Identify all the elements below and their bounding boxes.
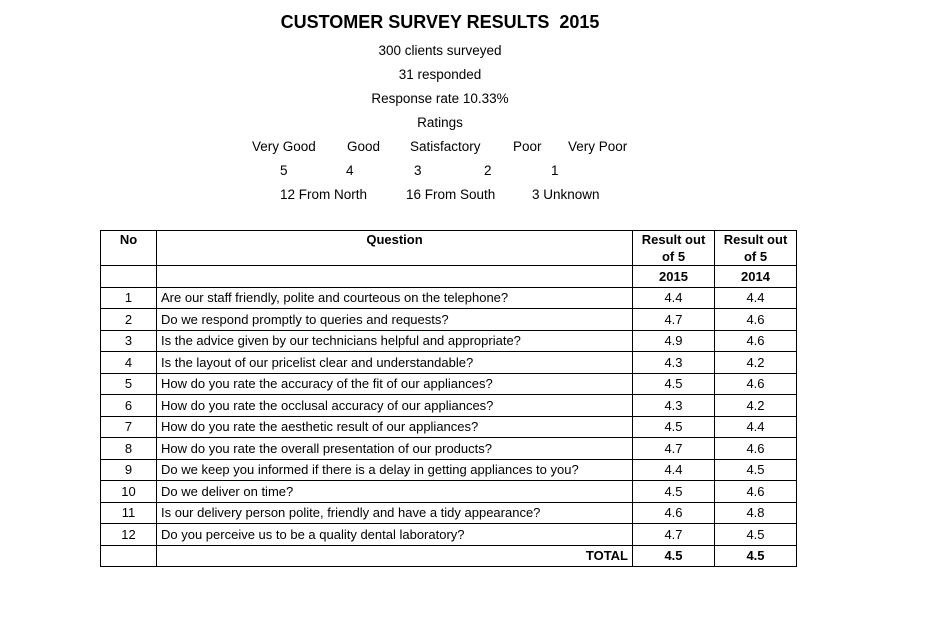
total-row bbox=[101, 545, 797, 567]
table-row bbox=[101, 481, 797, 503]
row-number: 12 bbox=[101, 524, 157, 546]
empty-cell bbox=[101, 545, 157, 567]
region-count: 3 Unknown bbox=[532, 187, 600, 202]
rating-value: 5 bbox=[280, 163, 288, 178]
survey-results-table bbox=[100, 230, 797, 567]
table-body bbox=[101, 287, 797, 545]
table-row bbox=[101, 524, 797, 546]
table-row bbox=[101, 438, 797, 460]
row-result-2014: 4.8 bbox=[715, 502, 797, 524]
rating-label: Satisfactory bbox=[410, 139, 481, 154]
row-number: 7 bbox=[101, 416, 157, 438]
table-row bbox=[101, 287, 797, 309]
rating-value: 2 bbox=[484, 163, 492, 178]
row-question: Do you perceive us to be a quality dental laboratory? bbox=[157, 524, 633, 546]
row-result-2015: 4.9 bbox=[633, 330, 715, 352]
total-label: TOTAL bbox=[157, 545, 633, 567]
rating-value: 1 bbox=[551, 163, 559, 178]
row-question: Is the advice given by our technicians helpful and appropriate? bbox=[157, 330, 633, 352]
table-row bbox=[101, 416, 797, 438]
row-number: 2 bbox=[101, 309, 157, 331]
row-number: 3 bbox=[101, 330, 157, 352]
row-result-2014: 4.2 bbox=[715, 395, 797, 417]
rating-value: 4 bbox=[346, 163, 354, 178]
rating-label: Very Poor bbox=[568, 139, 628, 154]
row-result-2015: 4.7 bbox=[633, 438, 715, 460]
row-question: Is our delivery person polite, friendly and have a tidy appearance? bbox=[157, 502, 633, 524]
row-result-2014: 4.6 bbox=[715, 438, 797, 460]
row-result-2015: 4.7 bbox=[633, 309, 715, 331]
row-question: Are our staff friendly, polite and courteous on the telephone? bbox=[157, 287, 633, 309]
table-row bbox=[101, 352, 797, 374]
table-header-row bbox=[101, 231, 797, 266]
row-result-2015: 4.4 bbox=[633, 287, 715, 309]
table-row bbox=[101, 373, 797, 395]
row-question: How do you rate the aesthetic result of our appliances? bbox=[157, 416, 633, 438]
rating-label: Good bbox=[347, 139, 381, 154]
row-number: 6 bbox=[101, 395, 157, 417]
row-number: 8 bbox=[101, 438, 157, 460]
column-header-question: Question bbox=[157, 231, 633, 266]
row-result-2015: 4.4 bbox=[633, 459, 715, 481]
row-result-2015: 4.5 bbox=[633, 416, 715, 438]
row-result-2014: 4.4 bbox=[715, 416, 797, 438]
row-question: How do you rate the overall presentation of our products? bbox=[157, 438, 633, 460]
region-count: 16 From South bbox=[406, 187, 496, 202]
row-question: Do we deliver on time? bbox=[157, 481, 633, 503]
row-result-2014: 4.6 bbox=[715, 309, 797, 331]
row-result-2014: 4.6 bbox=[715, 373, 797, 395]
responded-count: 31 responded bbox=[398, 67, 482, 82]
column-header-result-2014: Result out of 5 bbox=[715, 231, 797, 266]
table-row bbox=[101, 395, 797, 417]
empty-cell bbox=[157, 266, 633, 288]
page-title: CUSTOMER SURVEY RESULTS 2015 bbox=[280, 12, 600, 32]
row-result-2015: 4.5 bbox=[633, 481, 715, 503]
row-question: Do we respond promptly to queries and requests? bbox=[157, 309, 633, 331]
column-header-result-2015: Result out of 5 bbox=[633, 231, 715, 266]
table-row bbox=[101, 330, 797, 352]
row-number: 10 bbox=[101, 481, 157, 503]
clients-surveyed: 300 clients surveyed bbox=[378, 43, 502, 58]
total-2015: 4.5 bbox=[633, 545, 715, 567]
row-question: How do you rate the accuracy of the fit of our appliances? bbox=[157, 373, 633, 395]
row-result-2014: 4.6 bbox=[715, 481, 797, 503]
row-number: 5 bbox=[101, 373, 157, 395]
row-number: 9 bbox=[101, 459, 157, 481]
empty-cell bbox=[101, 266, 157, 288]
ratings-heading: Ratings bbox=[417, 115, 463, 130]
rating-label: Poor bbox=[513, 139, 542, 154]
year-2014: 2014 bbox=[715, 266, 797, 288]
row-result-2015: 4.6 bbox=[633, 502, 715, 524]
row-question: Do we keep you informed if there is a delay in getting appliances to you? bbox=[157, 459, 633, 481]
row-result-2014: 4.5 bbox=[715, 524, 797, 546]
row-number: 11 bbox=[101, 502, 157, 524]
table-year-row bbox=[101, 266, 797, 288]
row-number: 4 bbox=[101, 352, 157, 374]
row-question: How do you rate the occlusal accuracy of our appliances? bbox=[157, 395, 633, 417]
table-row bbox=[101, 502, 797, 524]
total-2014: 4.5 bbox=[715, 545, 797, 567]
row-result-2015: 4.3 bbox=[633, 352, 715, 374]
column-header-no: No bbox=[101, 231, 157, 266]
row-result-2015: 4.5 bbox=[633, 373, 715, 395]
row-number: 1 bbox=[101, 287, 157, 309]
row-result-2014: 4.6 bbox=[715, 330, 797, 352]
year-2015: 2015 bbox=[633, 266, 715, 288]
rating-value: 3 bbox=[414, 163, 422, 178]
rating-label: Very Good bbox=[252, 139, 316, 154]
row-question: Is the layout of our pricelist clear and understandable? bbox=[157, 352, 633, 374]
row-result-2015: 4.3 bbox=[633, 395, 715, 417]
table-row bbox=[101, 309, 797, 331]
row-result-2015: 4.7 bbox=[633, 524, 715, 546]
row-result-2014: 4.2 bbox=[715, 352, 797, 374]
table-row bbox=[101, 459, 797, 481]
region-count: 12 From North bbox=[280, 187, 368, 202]
row-result-2014: 4.4 bbox=[715, 287, 797, 309]
row-result-2014: 4.5 bbox=[715, 459, 797, 481]
response-rate: Response rate 10.33% bbox=[371, 91, 509, 106]
